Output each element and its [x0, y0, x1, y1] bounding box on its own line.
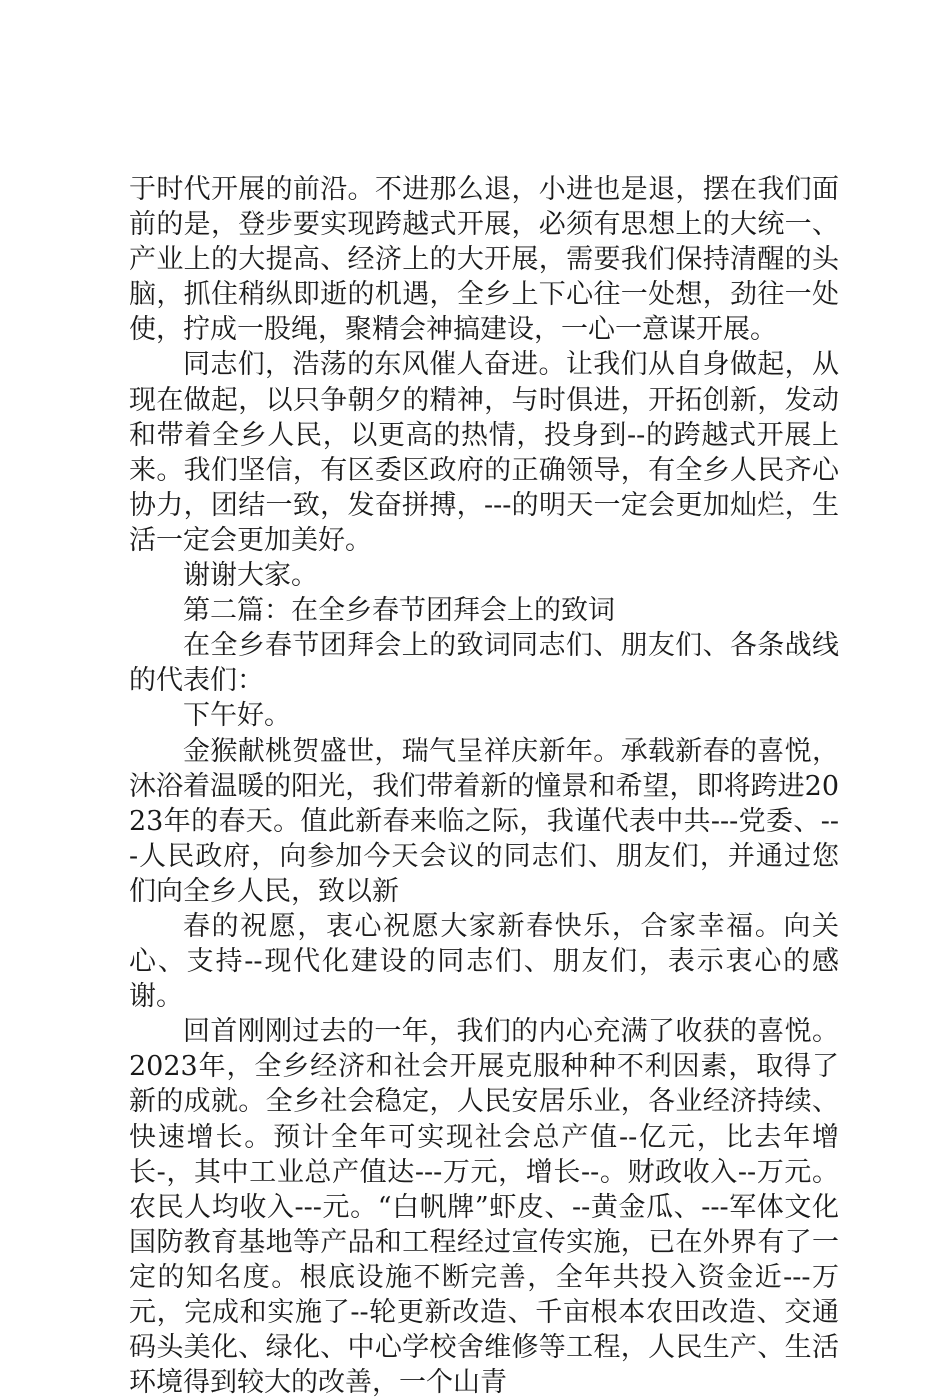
document-body — [129, 172, 839, 1400]
paragraph-8: 春的祝愿，衷心祝愿大家新春快乐，合家幸福。向关心、支持--现代化建设的同志们、朋友们，表示衷心的感谢。 — [129, 910, 839, 1013]
paragraph-3: 谢谢大家。 — [183, 560, 318, 592]
paragraph-5: 在全乡春节团拜会上的致词同志们、朋友们、各条战线的代表们： — [129, 630, 839, 697]
paragraph-6: 下午好。 — [183, 700, 291, 732]
paragraph-2: 同志们，浩荡的东风催人奋进。让我们从自身做起，从现在做起，以只争朝夕的精神，与时俱进，开拓创新，发动和带着全乡人民，以更高的热情，投身到--的跨越式开展上来。我们坚信，有区委区政府的正确领导，有全乡人民齐心协力，团结一致，发奋拼搏，---的明天一定会更加灿烂，生活一定会更加美好。 — [129, 349, 839, 556]
paragraph-7: 金猴献桃贺盛世，瑞气呈祥庆新年。承载新春的喜悦，沐浴着温暖的阳光，我们带着新的憧景和希望，即将跨进2023年的春天。值此新春来临之际，我谨代表中共---党委、---人民政府，向参加今天会议的同志们、朋友们，并通过您们向全乡人民，致以新 — [129, 735, 839, 907]
section-heading: 第二篇：在全乡春节团拜会上的致词 — [183, 595, 615, 627]
paragraph-9: 回首刚刚过去的一年，我们的内心充满了收获的喜悦。2023年，全乡经济和社会开展克服种种不利因素，取得了新的成就。全乡社会稳定，人民安居乐业，各业经济持续、快速增长。预计全年可实现社会总产值--亿元，比去年增长-，其中工业总产值达---万元，增长--。财政收入--万元。农民人均收入---元。“白帆牌”虾皮、--黄金瓜、---军体文化国防教育基地等产品和工程经过宣传实施，已在外界有了一定的知名度。根底设施不断完善，全年共投入资金近---万元，完成和实施了--轮更新改造、千亩根本农田改造、交通码头美化、绿化、中心学校舍维修等工程，人民生产、生活环境得到较大的改善，一个山青 — [129, 1016, 839, 1399]
paragraph-1: 于时代开展的前沿。不进那么退，小进也是退，摆在我们面前的是，登步要实现跨越式开展，必须有思想上的大统一、产业上的大提高、经济上的大开展，需要我们保持清醒的头脑，抓住稍纵即逝的机遇，全乡上下心往一处想，劲往一处使，拧成一股绳，聚精会神搞建设，一心一意谋开展。 — [129, 174, 839, 346]
